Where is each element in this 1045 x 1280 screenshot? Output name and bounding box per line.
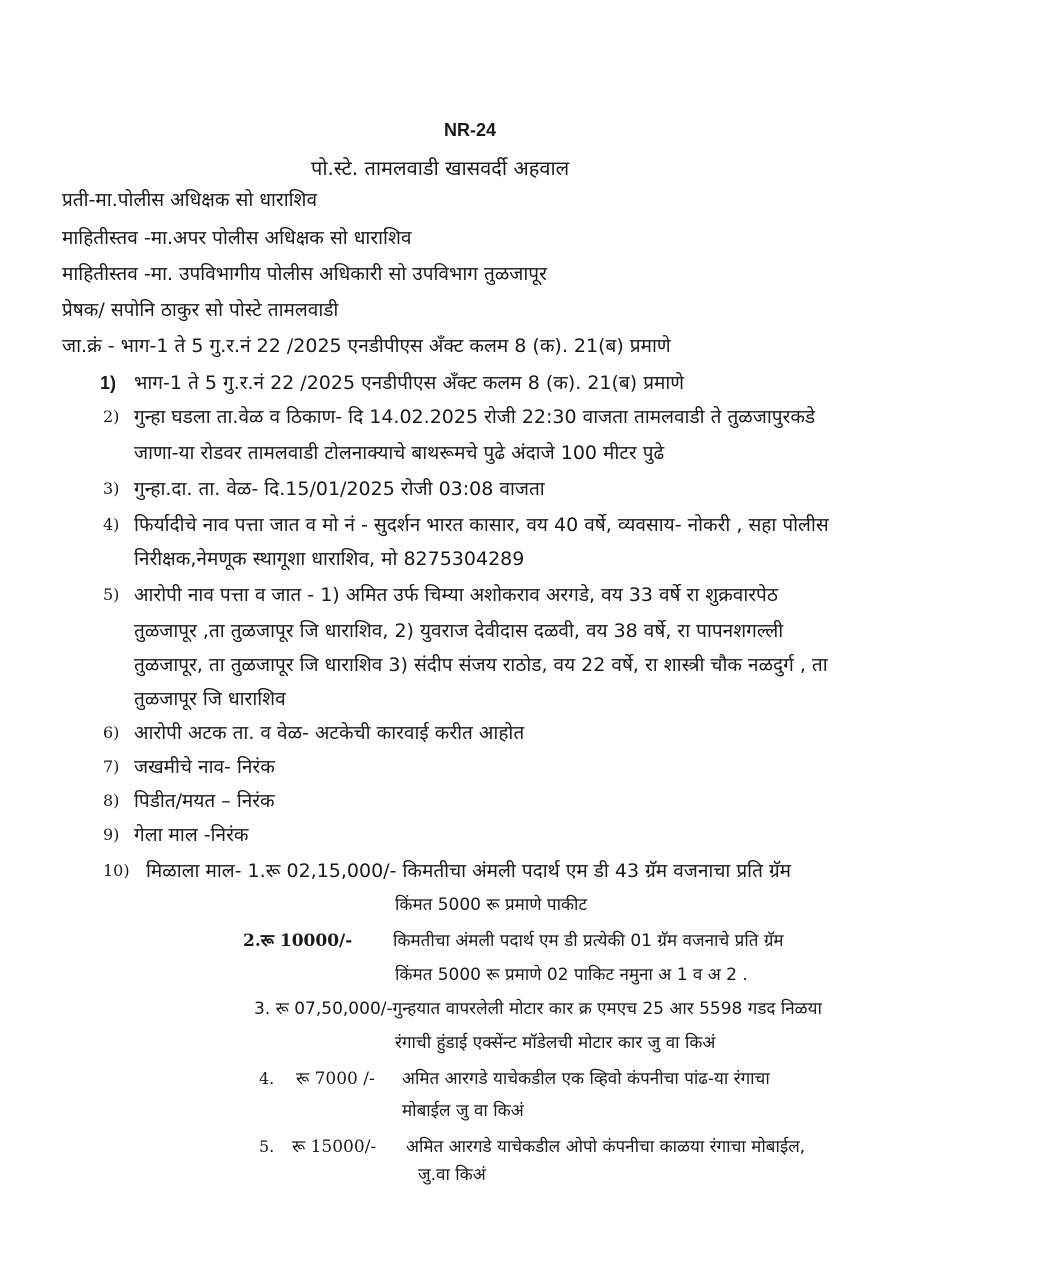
item-number: 6)	[103, 723, 120, 742]
item-text: मिळाला माल- 1.रू 02,15,000/- किमतीचा अंमली पदार्थ एम डी 43 ग्रॅम वजनाचा प्रति ग्रॅम	[146, 860, 792, 882]
item-number: 3)	[103, 479, 120, 498]
item-text: किंमत 5000 रू प्रमाणे 02 पाकिट नमुना अ 1 व अ 2 .	[395, 965, 748, 985]
sub-item-amount: रू 15000/-	[292, 1137, 377, 1157]
item-number: 4)	[103, 515, 120, 534]
item-number: 2)	[103, 407, 120, 426]
item-text: भाग-1 ते 5 गु.र.नं 22 /2025 एनडीपीएस अँक्ट कलम 8 (क). 21(ब) प्रमाणे	[134, 372, 685, 394]
item-text: 3. रू 07,50,000/-गुन्हयात वापरलेली मोटार कार क्र एमएच 25 आर 5598 गडद निळया	[254, 999, 822, 1019]
item-text: गुन्हा घडला ता.वेळ व ठिकाण- दि 14.02.2025 रोजी 22:30 वाजता तामलवाडी ते तुळजापुरकडे	[134, 406, 816, 428]
reference-line: जा.क्रं - भाग-1 ते 5 गु.र.नं 22 /2025 एनडीपीएस अँक्ट कलम 8 (क). 21(ब) प्रमाणे	[62, 335, 671, 357]
sub-item-number: 5.	[259, 1137, 275, 1156]
sub-item-amount: रू 7000 /-	[296, 1069, 375, 1089]
item-text: रंगाची हुंडाई एक्सेंन्ट मॉडेलची मोटार कार जु वा किअं	[395, 1033, 716, 1053]
item-number: 8)	[103, 791, 120, 810]
item-text: पिडीत/मयत – निरंक	[134, 790, 275, 812]
item-text: जखमीचे नाव- निरंक	[134, 756, 275, 778]
item-text: निरीक्षक,नेमणूक स्थागूशा धाराशिव, मो 8275304289	[134, 548, 525, 570]
item-text: जाणा-या रोडवर तामलवाडी टोलनाक्याचे बाथरूमचे पुढे अंदाजे 100 मीटर पुढे	[134, 442, 665, 464]
item-text: अमित आरगडे याचेकडील ओपो कंपनीचा काळया रंगाचा मोबाईल,	[406, 1137, 806, 1157]
item-number: 9)	[103, 825, 120, 844]
item-text: जु.वा किअं	[418, 1165, 486, 1185]
sub-item-number: 4.	[259, 1069, 275, 1088]
item-text: तुळजापूर ,ता तुळजापूर जि धाराशिव, 2) युवराज देवीदास दळवी, वय 38 वर्षे, रा पापनशगल्ली	[134, 620, 784, 642]
document-code: NR-24	[444, 120, 497, 140]
info-line-2: माहितीस्तव -मा. उपविभागीय पोलीस अधिकारी सो उपविभाग तुळजापूर	[62, 263, 547, 285]
item-text: फिर्यादीचे नाव पत्ता जात व मो नं - सुदर्शन भारत कासार, वय 40 वर्षे, व्यवसाय- नोकरी , सहा पोलीस	[134, 514, 829, 536]
sender-line: प्रेषक/ सपोनि ठाकुर सो पोस्टे तामलवाडी	[62, 299, 339, 321]
document-title: पो.स्टे. तामलवाडी खासवर्दी अहवाल	[311, 156, 570, 180]
item-text: मोबाईल जु वा किअं	[402, 1101, 524, 1121]
item-text: आरोपी अटक ता. व वेळ- अटकेची कारवाई करीत आहोत	[134, 722, 525, 744]
addressee-line: प्रती-मा.पोलीस अधिक्षक सो धाराशिव	[62, 189, 318, 211]
info-line-1: माहितीस्तव -मा.अपर पोलीस अधिक्षक सो धाराशिव	[62, 227, 412, 249]
item-text: किंमत 5000 रू प्रमाणे पाकीट	[395, 895, 588, 915]
sub-item-amount: 2.रू 10000/-	[243, 931, 353, 951]
item-number: 10)	[103, 861, 130, 880]
item-text: गुन्हा.दा. ता. वेळ- दि.15/01/2025 रोजी 03:08 वाजता	[134, 478, 545, 500]
item-text: आरोपी नाव पत्ता व जात - 1) अमित उर्फ चिम्या अशोकराव अरगडे, वय 33 वर्षे रा शुक्रवारपेठ	[134, 584, 778, 606]
item-number: 5)	[103, 585, 120, 604]
item-text: तुळजापूर, ता तुळजापूर जि धाराशिव 3) संदीप संजय राठोड, वय 22 वर्षे, रा शास्त्री चौक नळदुर्ग , ता	[134, 654, 828, 676]
item-text: अमित आरगडे याचेकडील एक व्हिवो कंपनीचा पांढ-या रंगाचा	[402, 1069, 770, 1089]
item-number: 1)	[100, 373, 117, 393]
item-number: 7)	[103, 757, 120, 776]
item-text: किमतीचा अंमली पदार्थ एम डी प्रत्येकी 01 ग्रॅम वजनाचे प्रति ग्रॅम	[393, 931, 784, 951]
item-text: गेला माल -निरंक	[134, 824, 249, 846]
item-text: तुळजापूर जि धाराशिव	[134, 688, 286, 710]
